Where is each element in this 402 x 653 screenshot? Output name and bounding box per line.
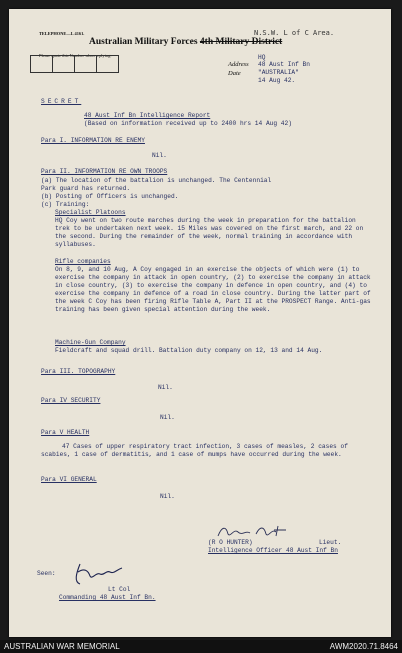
hq-label: HQ	[258, 54, 266, 61]
para2-item-c: (c) Training:	[41, 201, 90, 208]
para2-item-a: (a) The location of the battalion is unchanged. The Centennial	[41, 177, 272, 184]
platoons-body: HQ Coy went on two route marches during the week in preparation for the battalion trek to be undertaken next week. 15 Miles was covered on the first march, and 22 on the second. During the remainder of the week, normal training in accordance with syllabuses.	[55, 217, 364, 249]
address-label: Address	[228, 61, 249, 68]
para6-body: Nil.	[160, 493, 175, 500]
reference-number-boxes	[30, 55, 119, 73]
officer-name: (R O HUNTER)	[208, 539, 253, 546]
officer-role: Intelligence Officer 48 Aust Inf Bn	[208, 547, 338, 554]
rifle-heading: Rifle companies	[55, 258, 111, 265]
para2-heading: Para II. INFORMATION RE OWN TROOPS	[41, 168, 168, 175]
mg-heading: Machine-Gun Company	[55, 339, 126, 346]
footer-accession-number: AWM2020.71.8464	[329, 642, 398, 651]
address-line-1: 48 Aust Inf Bn	[258, 61, 310, 68]
para2-item-b: (b) Posting of Officers is unchanged.	[41, 193, 179, 200]
classification: SECRET	[41, 98, 82, 105]
para6-heading: Para VI GENERAL	[41, 476, 97, 483]
officer-rank: Lieut.	[319, 539, 342, 546]
para1-body: Nil.	[152, 152, 167, 159]
para4-body: Nil.	[160, 414, 175, 421]
para4-heading: Para IV SECURITY	[41, 397, 101, 404]
para1-heading: Para I. INFORMATION RE ENEMY	[41, 137, 145, 144]
letterhead-title-struck: 4th Military District	[199, 37, 283, 47]
region-line: N.S.W. L of C Area.	[254, 29, 335, 37]
commander-rank: Lt Col	[108, 586, 131, 593]
date-value: 14 Aug 42.	[258, 77, 296, 84]
para2-item-a-cont: Park guard has returned.	[41, 185, 131, 192]
commander-role: Commanding 48 Aust Inf Bn.	[59, 594, 156, 601]
footer-institution: AUSTRALIAN WAR MEMORIAL	[4, 642, 120, 651]
date-label: Date	[228, 70, 241, 77]
telephone-line: TELEPHONE—L 4161.	[39, 31, 85, 36]
rifle-body: On 8, 9, and 10 Aug, A Coy engaged in an exercise the objects of which were (1) to exercise the company in attack in open country, (2) to exercise the company in attack in close country, (3) to exercise the company in defence in open country, and (4) to exercise the company in defence of a road in close country. During the latter part of the week C Coy has been firing Rifle Table A, Part II at the PROSPECT Range. Anti-gas training has been given special attention during the week.	[55, 266, 371, 314]
letterhead-title: Australian Military Forces 4th Military District	[89, 37, 283, 47]
para5-body: 47 Cases of upper respiratory tract infection, 3 cases of measles, 2 cases of scabies, 1 case of dermatitis, and 1 case of mumps have occurred during the week.	[41, 443, 348, 459]
para3-heading: Para III. TOPOGRAPHY	[41, 368, 116, 375]
para5-heading: Para V HEALTH	[41, 429, 90, 436]
platoons-heading: Specialist Platoons	[55, 209, 126, 216]
address-line-2: "AUSTRALIA"	[258, 69, 299, 76]
archive-footer	[0, 640, 402, 653]
report-title: 48 Aust Inf Bn Intelligence Report	[84, 112, 211, 119]
seen-label: Seen:	[37, 570, 56, 577]
quote-note: Please quote this Number when replying.	[39, 53, 112, 58]
mg-body: Fieldcraft and squad drill. Battalion duty company on 12, 13 and 14 Aug.	[55, 347, 323, 354]
para3-body: Nil.	[158, 384, 173, 391]
report-subtitle: (Based on information received up to 2400 hrs 14 Aug 42)	[84, 120, 292, 127]
